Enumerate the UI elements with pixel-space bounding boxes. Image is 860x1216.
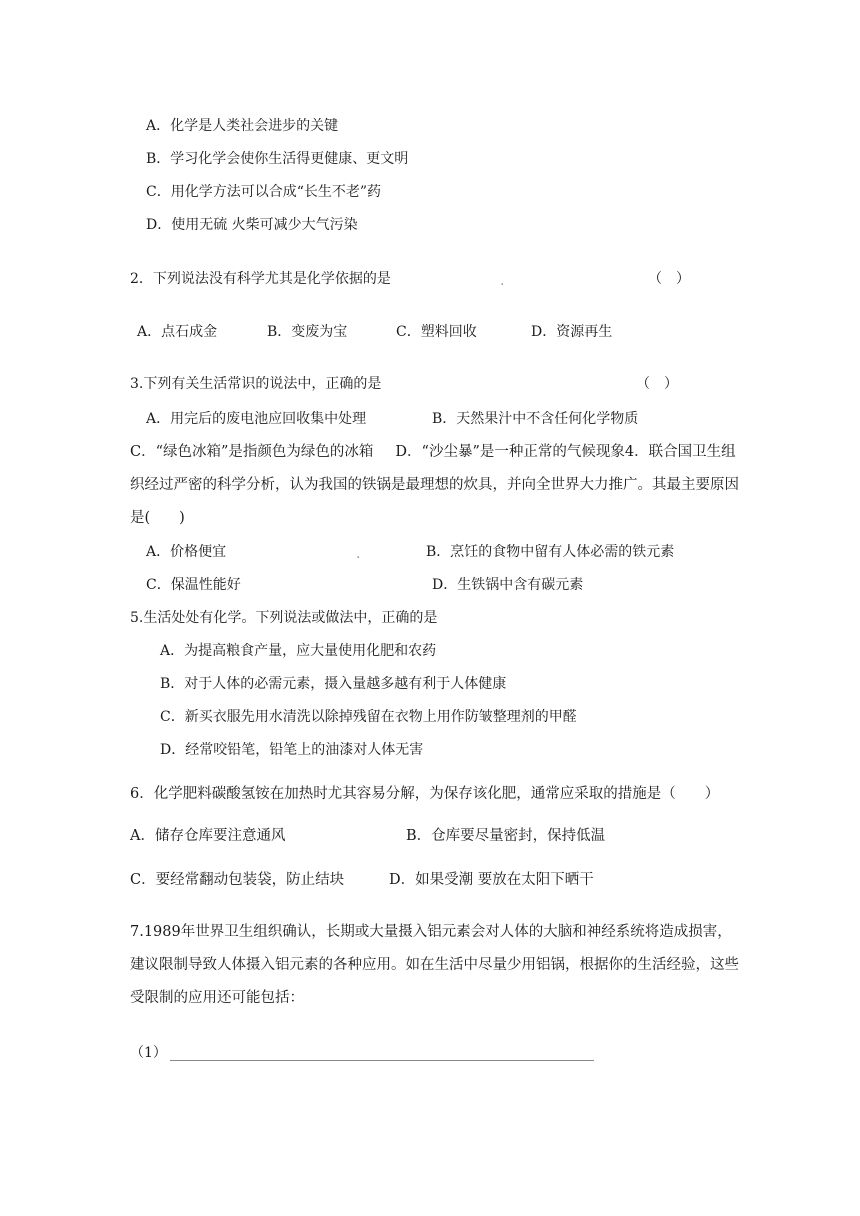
- q3-option-b: B．天然果汁中不含任何化学物质: [432, 411, 639, 427]
- q6-stem: 6．化学肥料碳酸氢铵在加热时尤其容易分解，为保存该化肥，通常应采取的措施是（ ）: [130, 786, 720, 802]
- q2-option-a: A．点石成金: [137, 324, 218, 340]
- q1-option-c: C．用化学方法可以合成“长生不老”药: [146, 184, 382, 200]
- q3-option-d: D．“沙尘暴”是一种正常的气候现象: [395, 444, 625, 460]
- q6-option-a: A．储存仓库要注意通风: [130, 828, 286, 844]
- q5-stem: 5.生活处处有化学。下列说法或做法中，正确的是: [130, 610, 438, 626]
- q2-option-b: B．变废为宝: [267, 324, 348, 340]
- q2-answer-bracket: （ ）: [648, 271, 690, 287]
- q7-answer-blank-1[interactable]: [170, 1060, 594, 1061]
- q3-stem: 3.下列有关生活常识的说法中，正确的是: [130, 376, 382, 392]
- q1-option-b: B．学习化学会使你生活得更健康、更文明: [146, 151, 409, 167]
- q1-option-d: D．使用无硫 火柴可减少大气污染: [146, 217, 358, 233]
- q4-option-d: D．生铁锅中含有碳元素: [432, 577, 584, 593]
- q4-option-a: A．价格便宜: [146, 544, 227, 560]
- q3-option-c: C．“绿色冰箱”是指颜色为绿色的冰箱: [130, 444, 374, 460]
- q5-option-b: B．对于人体的必需元素，摄入量越多越有利于人体健康: [160, 676, 507, 692]
- q6-option-d: D．如果受潮 要放在太阳下晒干: [389, 872, 594, 888]
- q2-stray-dot: .: [500, 273, 505, 289]
- q4-option-b: B．烹饪的食物中留有人体必需的铁元素: [426, 544, 675, 560]
- q3-answer-bracket: （ ）: [636, 376, 678, 392]
- q7-blank-1-label: （1）: [130, 1045, 167, 1061]
- q5-option-d: D．经常咬铅笔，铅笔上的油漆对人体无害: [160, 742, 424, 758]
- q2-stem: 2．下列说法没有科学尤其是化学依据的是: [130, 271, 391, 287]
- q7-stem: 7.1989年世界卫生组织确认，长期或大量摄入铝元素会对人体的大脑和神经系统将造成损害，建议限制导致人体摄入铝元素的各种应用。如在生活中尽量少用铝锅，根据你的生活经验，这些受限制的应用还可能包括：: [130, 924, 739, 1006]
- q1-option-a: A．化学是人类社会进步的关键: [146, 118, 339, 134]
- q4-stray-dot: .: [356, 546, 361, 562]
- q4-stem: 4．联合国卫生组织经过严密的科学分析，认为我国的铁锅是最理想的炊具，并向全世界大力推广。其最主要原因是( ): [130, 444, 739, 526]
- q4-option-c: C．保温性能好: [146, 577, 241, 593]
- q5-option-a: A．为提高粮食产量，应大量使用化肥和农药: [160, 643, 437, 659]
- q2-option-c: C．塑料回收: [396, 324, 477, 340]
- q3-q4-paragraph: [130, 436, 740, 535]
- q6-option-c: C．要经常翻动包装袋，防止结块: [130, 872, 345, 888]
- q5-option-c: C．新买衣服先用水清洗以除掉残留在衣物上用作防皱整理剂的甲醛: [160, 709, 577, 725]
- q2-option-d: D．资源再生: [531, 324, 613, 340]
- q3-option-a: A．用完后的废电池应回收集中处理: [146, 411, 367, 427]
- q6-option-b: B．仓库要尽量密封，保持低温: [406, 828, 606, 844]
